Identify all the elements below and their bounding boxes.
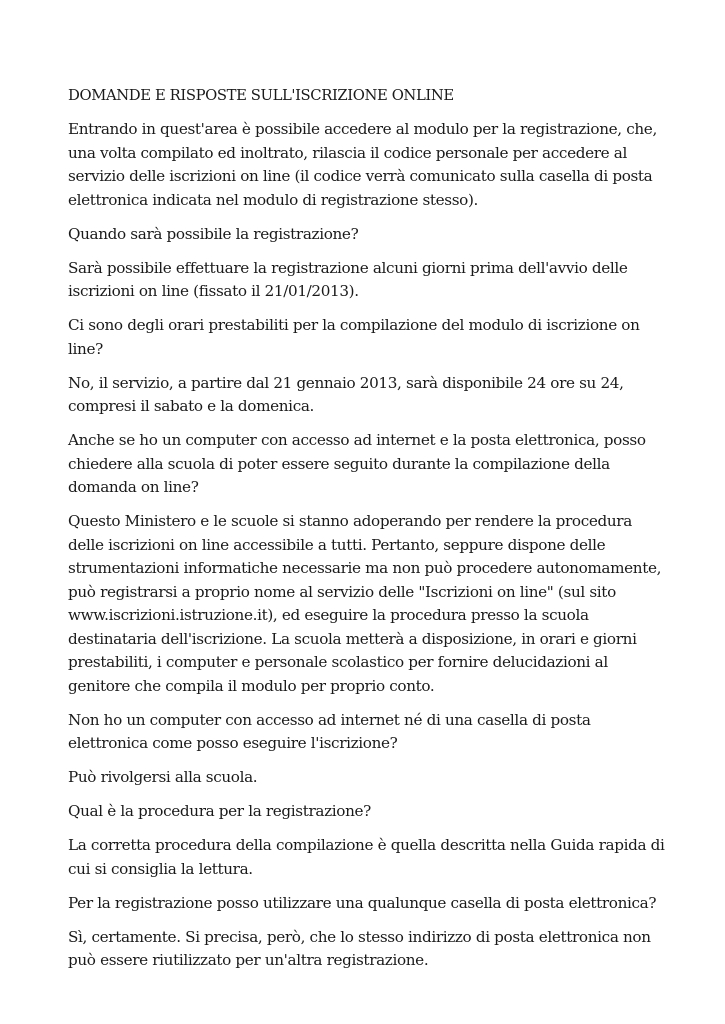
answer-4: Può rivolgersi alla scuola.	[68, 768, 258, 786]
document-title: DOMANDE E RISPOSTE SULL'ISCRIZIONE ONLINE	[68, 87, 454, 104]
question-5: Qual è la procedura per la registrazione?	[68, 802, 371, 820]
answer-2: No, il servizio, a partire dal 21 gennaio 2013, sarà disponibile 24 ore su 24, compresi il sabato e la domenica.	[68, 373, 624, 415]
answer-3: Questo Ministero e le scuole si stanno adoperando per rendere la procedura delle iscrizioni on line accessibile a tutti. Pertanto, seppure dispone delle strumentazioni informatiche necessarie ma non può procedere autonomamente, può registrarsi a proprio nome al servizio delle "Iscrizioni on line" (sul sito www.iscrizioni.istruzione.it), ed eseguire la procedura presso la scuola destinataria dell'iscrizione. La scuola metterà a disposizione, in orari e giorni prestabiliti, i computer e personale scolastico per fornire delucidazioni al genitore che compila il modulo per proprio conto.	[68, 512, 662, 695]
question-2: Ci sono degli orari prestabiliti per la compilazione del modulo di iscrizione on line?	[68, 316, 640, 358]
question-1: Quando sarà possibile la registrazione?	[68, 224, 359, 243]
intro-paragraph: Entrando in quest'area è possibile accedere al modulo per la registrazione, che, una volta compilato ed inoltrato, rilascia il codice personale per accedere al servizio delle iscrizioni on line (il codice verrà comunicato sulla casella di posta elettronica indicata nel modulo di registrazione stesso).	[68, 120, 657, 209]
answer-1: Sarà possibile effettuare la registrazione alcuni giorni prima dell'avvio delle iscrizioni on line (fissato il 21/01/2013).	[68, 258, 628, 300]
answer-5: La corretta procedura della compilazione è quella descritta nella Guida rapida di cui si consiglia la lettura.	[68, 836, 665, 878]
question-6: Per la registrazione posso utilizzare una qualunque casella di posta elettronica?	[68, 893, 657, 912]
answer-6: Sì, certamente. Si precisa, però, che lo stesso indirizzo di posta elettronica non può essere riutilizzato per un'altra registrazione.	[68, 927, 651, 969]
question-3: Anche se ho un computer con accesso ad internet e la posta elettronica, posso chiedere alla scuola di poter essere seguito durante la compilazione della domanda on line?	[68, 431, 646, 496]
document-page	[68, 84, 668, 983]
question-4: Non ho un computer con accesso ad internet né di una casella di posta elettronica come posso eseguire l'iscrizione?	[68, 710, 591, 752]
